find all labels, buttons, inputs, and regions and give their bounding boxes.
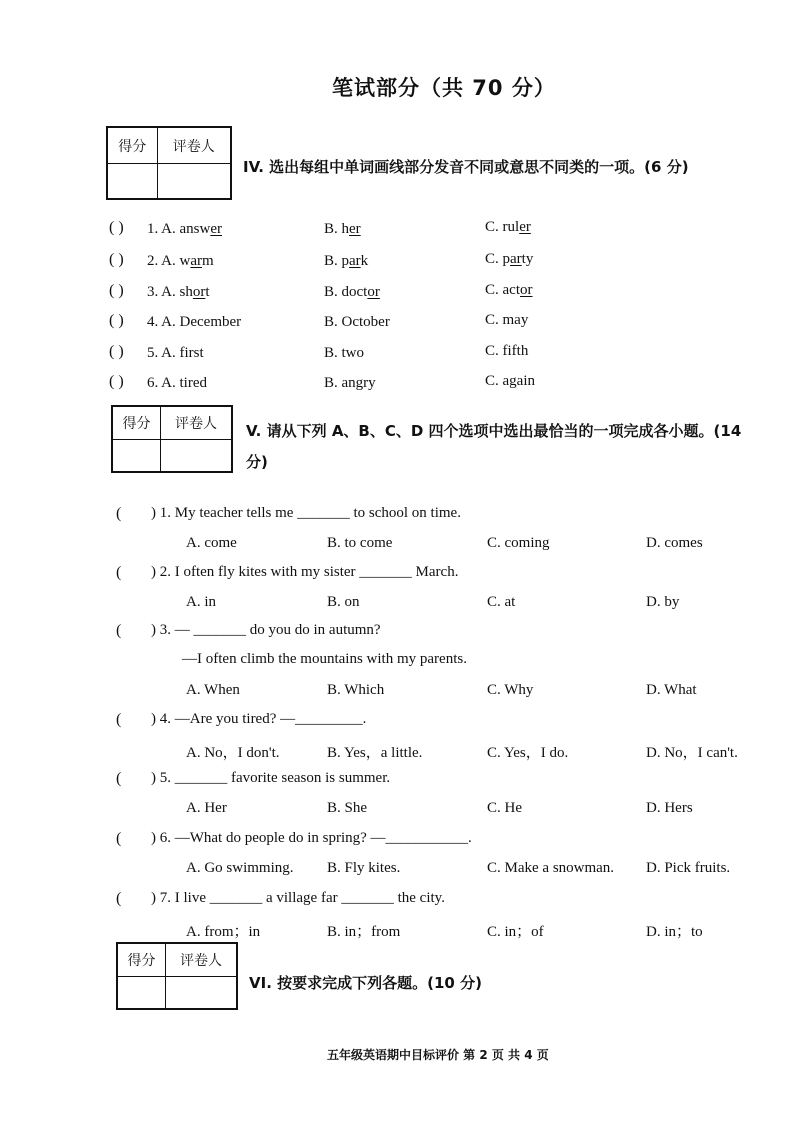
option-label: C.: [485, 343, 503, 359]
answer-blank-open[interactable]: (: [116, 711, 122, 728]
answer-blank[interactable]: ( ): [109, 251, 124, 268]
grader-cell[interactable]: [160, 440, 231, 472]
question-number: 2. A.: [147, 253, 180, 269]
option-c[interactable]: [485, 343, 528, 360]
word-part: answ: [179, 221, 211, 237]
option-b[interactable]: B. Fly kites.: [327, 860, 401, 876]
option-c[interactable]: [485, 251, 533, 268]
underlined-part: ar: [349, 253, 361, 269]
page-footer: 五年级英语期中目标评价 第 2 页 共 4 页: [327, 1048, 549, 1062]
word-part: p: [341, 253, 350, 269]
section-v-heading: V. 请从下列 A、B、C、D 四个选项中选出最恰当的一项完成各小题。(14: [246, 422, 742, 440]
option-c[interactable]: C. He: [487, 800, 522, 816]
grader-cell[interactable]: [157, 164, 230, 199]
option-c[interactable]: C. in；of: [487, 924, 544, 940]
option-a[interactable]: A. When: [186, 682, 240, 698]
underlined-part: er: [519, 219, 531, 235]
option-label: C.: [485, 282, 503, 298]
option-b[interactable]: B. She: [327, 800, 368, 816]
answer-blank[interactable]: ( ): [109, 343, 124, 360]
grader-label: 评卷人: [157, 128, 230, 164]
score-box: [116, 942, 238, 1010]
option-a-word[interactable]: [180, 221, 222, 237]
score-box: [106, 126, 232, 200]
score-cell[interactable]: [118, 977, 166, 1009]
option-a[interactable]: A. Go swimming.: [186, 860, 294, 876]
option-b[interactable]: [324, 253, 368, 270]
question-item: [147, 375, 207, 392]
word-part: two: [341, 345, 365, 361]
option-a[interactable]: A. in: [186, 594, 216, 610]
answer-blank[interactable]: ( ): [109, 373, 124, 390]
word-part: sh: [179, 284, 193, 300]
option-b[interactable]: B. in；from: [327, 924, 401, 940]
option-a-word[interactable]: [180, 345, 204, 361]
underlined-part: or: [192, 284, 206, 300]
option-label: B.: [324, 375, 342, 391]
option-d[interactable]: D. comes: [646, 535, 703, 551]
option-c[interactable]: [485, 282, 533, 299]
word-part: m: [202, 253, 214, 269]
score-cell[interactable]: [108, 164, 158, 199]
question-item: [147, 253, 214, 270]
question-stem: ) 5. _______ favorite season is summer.: [151, 770, 391, 786]
question-stem: ) 4. —Are you tired? —_________.: [151, 711, 367, 727]
question-stem: ) 3. — _______ do you do in autumn?: [151, 622, 381, 638]
word-part: t: [205, 284, 210, 300]
question-item: [147, 345, 204, 362]
underlined-part: er: [210, 221, 222, 237]
word-part: angry: [341, 375, 376, 391]
question-number: 3. A.: [147, 284, 180, 300]
option-a[interactable]: A. No，I don't.: [186, 745, 280, 761]
option-b[interactable]: [324, 314, 390, 331]
question-stem-cont: —I often climb the mountains with my parents.: [182, 651, 467, 667]
answer-blank-open[interactable]: (: [116, 622, 122, 639]
option-c[interactable]: C. Make a snowman.: [487, 860, 615, 876]
answer-blank-open[interactable]: (: [116, 505, 122, 522]
option-label: C.: [485, 312, 503, 328]
option-label: C.: [485, 251, 503, 267]
option-c[interactable]: [485, 219, 531, 236]
option-b[interactable]: B. on: [327, 594, 360, 610]
option-a-word[interactable]: [180, 253, 214, 269]
word-part: p: [502, 251, 511, 267]
answer-blank-open[interactable]: (: [116, 770, 122, 787]
underlined-part: or: [367, 284, 380, 300]
question-item: [147, 221, 222, 238]
section-vi-heading: VI. 按要求完成下列各题。(10 分): [249, 974, 482, 992]
option-a[interactable]: A. come: [186, 535, 237, 551]
option-b[interactable]: [324, 284, 380, 301]
word-part: tired: [179, 375, 208, 391]
question-stem: ) 7. I live _______ a village far _______ the city.: [151, 890, 445, 906]
option-b[interactable]: [324, 221, 361, 238]
grader-label: 评卷人: [165, 944, 236, 977]
option-c[interactable]: [485, 312, 528, 329]
option-c[interactable]: C. Yes，I do.: [487, 745, 569, 761]
answer-blank[interactable]: ( ): [109, 282, 124, 299]
question-stem: ) 1. My teacher tells me _______ to school on time.: [151, 505, 461, 521]
option-b[interactable]: B. Which: [327, 682, 385, 698]
option-a-word[interactable]: [180, 284, 210, 300]
word-part: December: [179, 314, 242, 330]
score-label: 得分: [118, 944, 166, 977]
option-d[interactable]: D. No，I can't.: [646, 745, 738, 761]
word-part: rul: [502, 219, 520, 235]
answer-blank-open[interactable]: (: [116, 564, 122, 581]
word-part: again: [502, 373, 535, 389]
question-item: [147, 284, 210, 301]
option-label: B.: [324, 345, 342, 361]
grader-cell[interactable]: [165, 977, 236, 1009]
option-label: C.: [485, 219, 503, 235]
word-part: w: [179, 253, 191, 269]
option-c[interactable]: [485, 373, 535, 390]
answer-blank-open[interactable]: (: [116, 830, 122, 847]
question-stem: ) 2. I often fly kites with my sister _______ March.: [151, 564, 459, 580]
option-b[interactable]: [324, 345, 364, 362]
option-a-word[interactable]: [180, 314, 242, 330]
option-d[interactable]: D. in；to: [646, 924, 703, 940]
score-cell[interactable]: [113, 440, 161, 472]
underlined-part: er: [349, 221, 361, 237]
option-a-word[interactable]: [180, 375, 208, 391]
score-label: 得分: [108, 128, 158, 164]
option-d[interactable]: D. What: [646, 682, 697, 698]
option-c[interactable]: C. at: [487, 594, 516, 610]
option-label: B.: [324, 253, 342, 269]
option-a[interactable]: A. from；in: [186, 924, 261, 940]
word-part: ty: [521, 251, 534, 267]
score-box: [111, 405, 233, 473]
answer-blank[interactable]: ( ): [109, 312, 124, 329]
option-label: B.: [324, 221, 342, 237]
word-part: October: [341, 314, 390, 330]
option-c[interactable]: C. coming: [487, 535, 550, 551]
word-part: fifth: [502, 343, 529, 359]
word-part: k: [360, 253, 369, 269]
underlined-part: or: [520, 282, 533, 298]
grader-label: 评卷人: [160, 407, 231, 440]
underlined-part: ar: [510, 251, 522, 267]
score-label: 得分: [113, 407, 161, 440]
word-part: may: [502, 312, 529, 328]
question-item: [147, 314, 241, 331]
word-part: first: [179, 345, 204, 361]
word-part: act: [502, 282, 520, 298]
answer-blank[interactable]: ( ): [109, 219, 124, 236]
option-d[interactable]: D. Pick fruits.: [646, 860, 731, 876]
word-part: doct: [341, 284, 368, 300]
option-label: B.: [324, 314, 342, 330]
page-title: 笔试部分（共 70 分）: [332, 76, 556, 100]
question-number: 5. A.: [147, 345, 180, 361]
option-a[interactable]: A. Her: [186, 800, 227, 816]
option-c[interactable]: C. Why: [487, 682, 534, 698]
option-d[interactable]: D. by: [646, 594, 680, 610]
option-label: B.: [324, 284, 342, 300]
underlined-part: ar: [190, 253, 203, 269]
question-number: 6. A.: [147, 375, 180, 391]
question-number: 4. A.: [147, 314, 180, 330]
option-d[interactable]: D. Hers: [646, 800, 693, 816]
question-stem: ) 6. —What do people do in spring? —___________.: [151, 830, 472, 846]
section-iv-heading: IV. 选出每组中单词画线部分发音不同或意思不同类的一项。(6 分): [243, 158, 689, 176]
option-label: C.: [485, 373, 503, 389]
option-b[interactable]: [324, 375, 376, 392]
word-part: h: [341, 221, 350, 237]
option-b[interactable]: B. Yes，a little.: [327, 745, 423, 761]
answer-blank-open[interactable]: (: [116, 890, 122, 907]
section-v-heading-cont: 分): [246, 453, 268, 471]
option-b[interactable]: B. to come: [327, 535, 393, 551]
question-number: 1. A.: [147, 221, 180, 237]
